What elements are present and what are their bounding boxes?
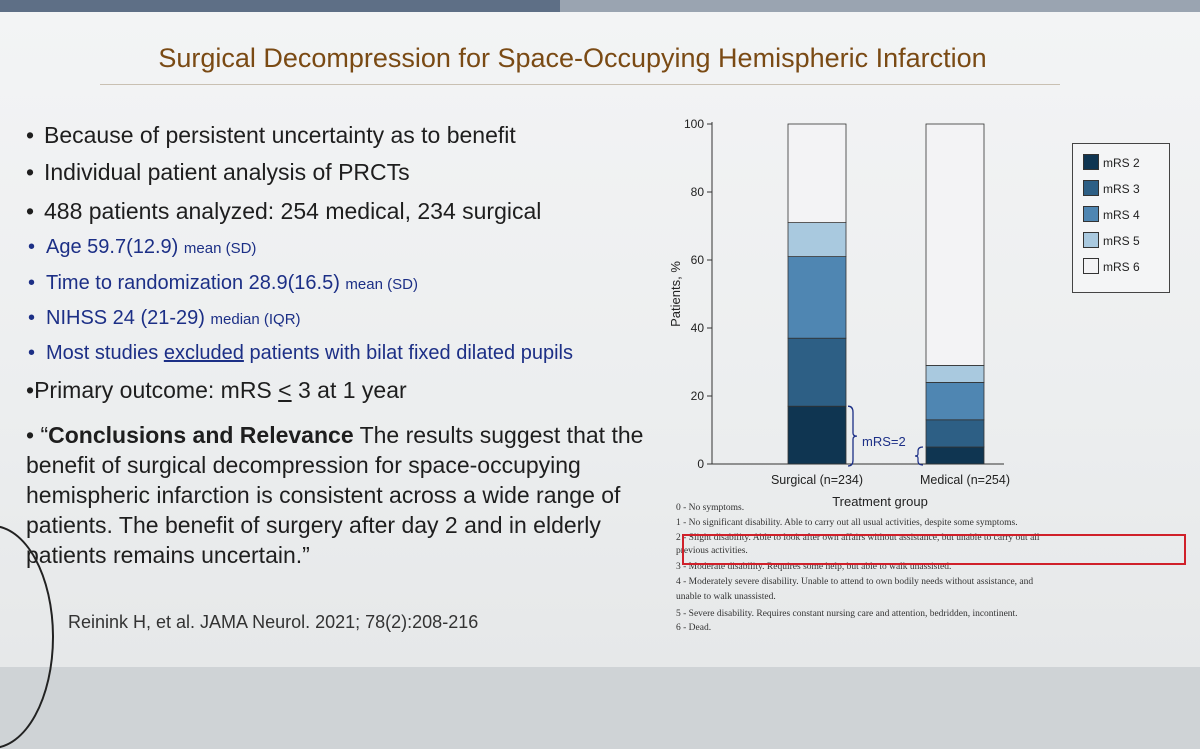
sub-bullet-note: mean (SD) xyxy=(345,276,418,293)
legend-swatch xyxy=(1083,258,1099,274)
y-tick-label: 80 xyxy=(690,185,704,199)
bullet-marker: • xyxy=(28,342,36,364)
x-axis-label: Treatment group xyxy=(832,494,928,509)
legend-label: mRS 4 xyxy=(1103,208,1140,222)
legend-swatch xyxy=(1083,180,1099,196)
sub-bullet-text: NIHSS 24 (21-29) xyxy=(46,307,205,329)
bullet-text: 488 patients analyzed: 254 medical, 234 surgical xyxy=(44,198,542,224)
mrs-scale-line: previous activities. xyxy=(676,546,748,556)
bullet-marker: • xyxy=(28,272,36,294)
legend-item xyxy=(1083,206,1140,222)
mrs-scale-line: 6 - Dead. xyxy=(676,623,712,633)
legend-item xyxy=(1083,232,1140,248)
open-quote: “ xyxy=(40,422,49,448)
bullet-marker: • xyxy=(26,377,35,403)
underlined-word: excluded xyxy=(163,342,244,364)
bar-segment xyxy=(788,223,846,257)
less-equal-sign: < xyxy=(278,377,292,403)
sub-bullet-text: Most studies xyxy=(46,342,164,364)
bullet-marker: • xyxy=(28,307,36,329)
mrs-scale-line: 5 - Severe disability. Requires constant nursing care and attention, bedridden, incontinent. xyxy=(676,609,1018,619)
legend-label: mRS 2 xyxy=(1103,156,1140,170)
y-tick-label: 20 xyxy=(690,389,704,403)
sub-bullet-note: mean (SD) xyxy=(183,240,257,257)
mrs-scale-line: 2 - Slight disability. Able to look after own affairs without assistance, but unable to carry out all xyxy=(676,533,1040,543)
bar-segment xyxy=(926,447,984,464)
bar-segment xyxy=(788,406,846,464)
mrs2-annotation: mRS=2 xyxy=(862,434,906,449)
bar-segment xyxy=(926,382,984,419)
mrs-scale-line: 0 - No symptoms. xyxy=(676,503,745,513)
legend-label: mRS 6 xyxy=(1103,260,1140,274)
legend-swatch xyxy=(1083,154,1099,170)
bullet-marker: • xyxy=(28,236,36,258)
y-tick-label: 0 xyxy=(697,457,704,471)
surgical-bracket xyxy=(848,406,857,466)
bar-segment xyxy=(926,420,984,447)
mrs-scale-line: unable to walk unassisted. xyxy=(676,592,776,602)
x-tick-label: Medical (n=254) xyxy=(920,473,1010,487)
bar-segment xyxy=(788,338,846,406)
bullet-marker: • xyxy=(26,422,35,448)
chart-legend xyxy=(1072,143,1170,293)
y-axis-label: Patients, % xyxy=(668,261,683,327)
sub-bullet-note: median (IQR) xyxy=(210,311,301,328)
mrs-scale-line: 4 - Moderately severe disability. Unable to attend to own bodily needs without assistance, and xyxy=(676,577,1034,587)
highlight-box xyxy=(682,534,1186,565)
y-tick-label: 60 xyxy=(690,253,704,267)
legend-item xyxy=(1083,180,1140,196)
bullet-marker: • xyxy=(26,122,35,148)
bullet-text: 3 at 1 year xyxy=(291,377,407,403)
bar-segment xyxy=(788,257,846,339)
medical-bracket xyxy=(915,447,923,465)
bullet-marker: • xyxy=(26,198,35,224)
slide-title: Surgical Decompression for Space-Occupying Hemispheric Infarction xyxy=(158,43,987,73)
bullet-text: Because of persistent uncertainty as to benefit xyxy=(44,122,516,148)
citation: Reinink H, et al. JAMA Neurol. 2021; 78(2):208-216 xyxy=(68,612,479,632)
legend-label: mRS 5 xyxy=(1103,234,1140,248)
y-tick-label: 100 xyxy=(683,117,704,131)
conclusion-lead: Conclusions and Relevance xyxy=(48,422,354,448)
x-tick-label: Surgical (n=234) xyxy=(770,473,864,487)
bullet-text: Individual patient analysis of PRCTs xyxy=(44,159,410,185)
bar-segment xyxy=(926,124,984,365)
conclusion-text: The results suggest that the benefit of surgical decompression for space-occupying hemispheric infarction is consistent across a wide range of patients. The benefit of surgery after day 2 and in elderly patients remains uncertain.” xyxy=(26,422,644,568)
bar-segment xyxy=(926,365,984,382)
mrs-scale-line: 1 - No significant disability. Able to carry out all usual activities, despite some symptoms. xyxy=(676,518,1018,528)
legend-item xyxy=(1083,154,1140,170)
legend-swatch xyxy=(1083,206,1099,222)
legend-swatch xyxy=(1083,232,1099,248)
legend-item xyxy=(1083,258,1140,274)
sub-bullet-text: Age 59.7(12.9) xyxy=(46,236,179,258)
sub-bullet-text: patients with bilat fixed dilated pupils xyxy=(243,342,573,364)
mrs-scale-line: 3 - Moderate disability. Requires some help, but able to walk unassisted. xyxy=(676,562,952,572)
bullet-marker: • xyxy=(26,159,35,185)
y-tick-label: 40 xyxy=(690,321,704,335)
legend-label: mRS 3 xyxy=(1103,182,1140,196)
bullet-text: Primary outcome: mRS xyxy=(34,377,279,403)
bar-segment xyxy=(788,124,846,223)
sub-bullet-text: Time to randomization 28.9(16.5) xyxy=(46,272,340,294)
